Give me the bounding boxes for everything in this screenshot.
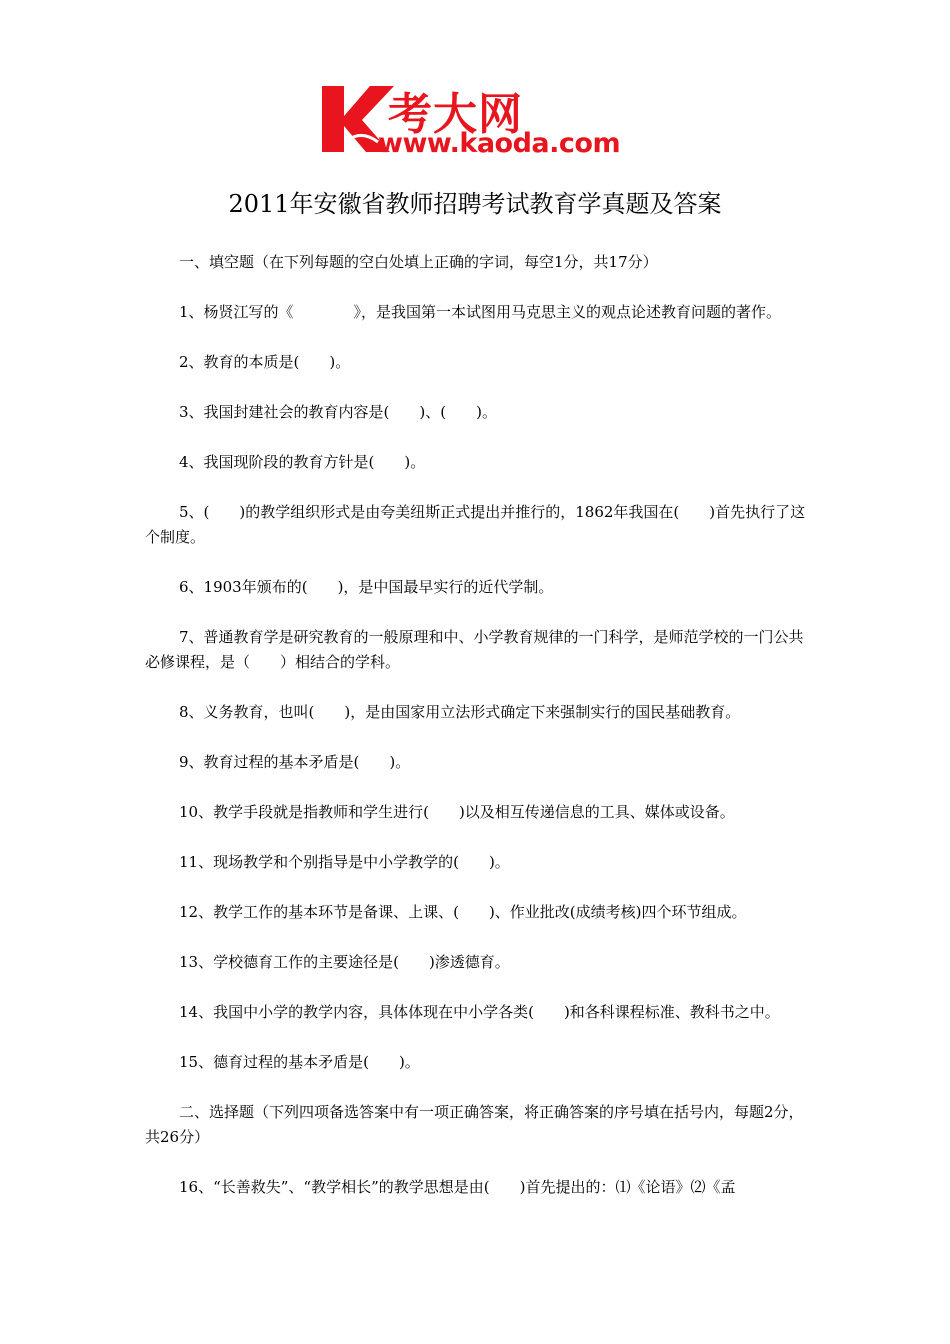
question-13: 13、学校德育工作的主要途径是( )渗透德育。 xyxy=(179,953,510,971)
question-14: 14、我国中小学的教学内容，具体体现在中小学各类( )和各科课程标准、教科书之中。 xyxy=(179,1003,780,1021)
question-3: 3、我国封建社会的教育内容是( )、( )。 xyxy=(179,403,497,421)
page-title: 2011年安徽省教师招聘考试教育学真题及答案 xyxy=(228,190,722,218)
section-heading-multiple-choice: 二、选择题（下列四项备选答案中有一项正确答案，将正确答案的序号填在括号内，每题2分，共26分） xyxy=(145,1103,804,1146)
kaoda-logo xyxy=(318,82,638,162)
question-12: 12、教学工作的基本环节是备课、上课、( )、作业批改(成绩考核)四个环节组成。 xyxy=(179,903,747,921)
question-9: 9、教育过程的基本矛盾是( )。 xyxy=(179,753,411,771)
question-15: 15、德育过程的基本矛盾是( )。 xyxy=(179,1053,420,1071)
section-heading-fill-blank: 一、填空题（在下列每题的空白处填上正确的字词，每空1分，共17分） xyxy=(179,253,658,271)
logo-url-text: www.kaoda.com xyxy=(378,128,621,159)
question-2: 2、教育的本质是( )。 xyxy=(179,353,351,371)
question-1: 1、杨贤江写的《 》，是我国第一本试图用马克思主义的观点论述教育问题的著作。 xyxy=(179,303,782,321)
logo-brand-text: 考大网 xyxy=(388,89,523,140)
question-5: 5、( )的教学组织形式是由夸美纽斯正式提出并推行的，1862年我国在( )首先执行了这个制度。 xyxy=(145,503,806,546)
document-body xyxy=(145,250,815,1200)
question-4: 4、我国现阶段的教育方针是( )。 xyxy=(179,453,426,471)
question-8: 8、义务教育，也叫( )，是由国家用立法形式确定下来强制实行的国民基础教育。 xyxy=(179,703,741,721)
question-7: 7、普通教育学是研究教育的一般原理和中、小学教育规律的一门科学，是师范学校的一门公共必修课程，是（ ）相结合的学科。 xyxy=(145,628,804,671)
question-11: 11、现场教学和个别指导是中小学教学的( )。 xyxy=(179,853,510,871)
question-10: 10、教学手段就是指教师和学生进行( )以及相互传递信息的工具、媒体或设备。 xyxy=(179,803,735,821)
question-6: 6、1903年颁布的( )，是中国最早实行的近代学制。 xyxy=(179,578,554,596)
question-16: 16、“长善救失”、“教学相长”的教学思想是由( )首先提出的：⑴《论语》⑵《孟 xyxy=(179,1178,736,1196)
